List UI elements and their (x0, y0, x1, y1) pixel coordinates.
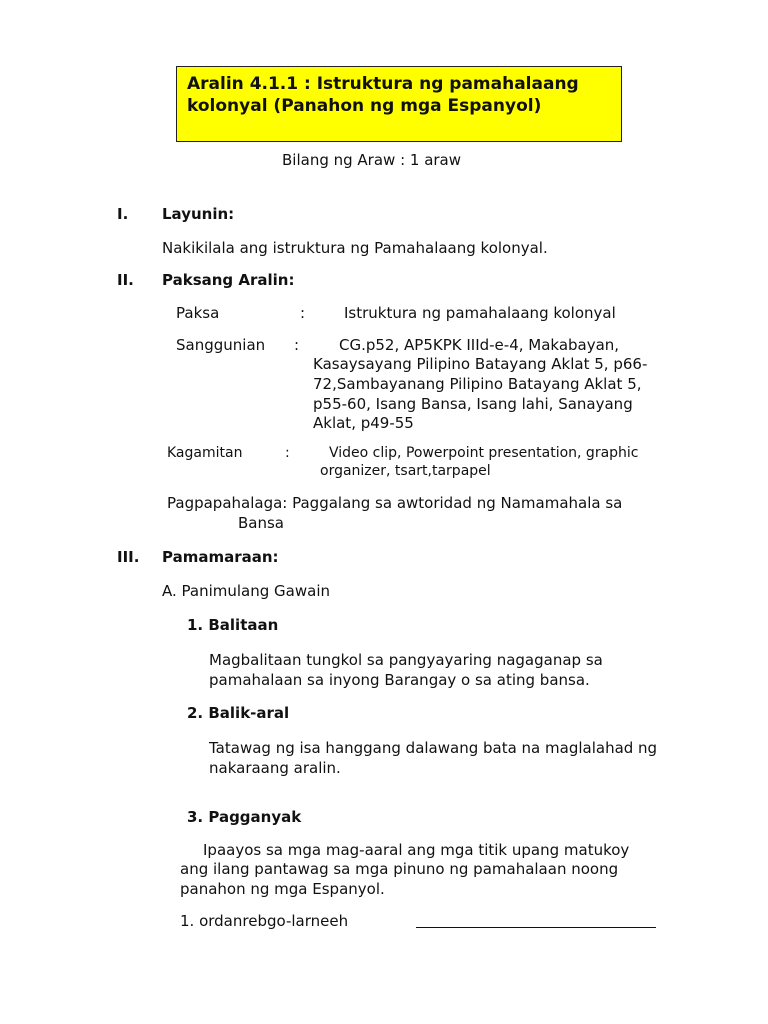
lesson-title-line-1: Aralin 4.1.1 : Istruktura ng pamahalaang (187, 74, 579, 94)
balitaan-text-line: Magbalitaan tungkol sa pangyayaring nagaganap sa (209, 651, 603, 669)
section-3-heading: Pamamaraan: (162, 548, 279, 566)
kagamitan-line: organizer, tsart,tarpapel (320, 463, 491, 479)
sanggunian-label: Sanggunian (176, 336, 266, 354)
answer-blank-line (416, 927, 656, 928)
pagganyak-text-line: ang ilang pantawag sa mga pinuno ng pamahalaan noong (180, 860, 619, 878)
lesson-title-line-2: kolonyal (Panahon ng mga Espanyol) (187, 96, 542, 116)
duration: Bilang ng Araw : 1 araw (282, 151, 462, 169)
balik-aral-text-line: nakaraang aralin. (209, 759, 341, 777)
section-3-numeral: III. (117, 548, 140, 566)
pagganyak-heading: 3. Pagganyak (187, 808, 302, 826)
sanggunian-line: 72,Sambayanang Pilipino Batayang Aklat 5, (313, 375, 642, 393)
pagpapahalaga-line-2: Bansa (238, 514, 284, 532)
section-1-numeral: I. (117, 205, 129, 223)
balitaan-heading: 1. Balitaan (187, 616, 279, 634)
panimulang-gawain-heading: A. Panimulang Gawain (162, 582, 330, 600)
lesson-title-box (176, 66, 622, 142)
section-2-heading: Paksang Aralin: (162, 271, 295, 289)
section-1-heading: Layunin: (162, 205, 235, 223)
balik-aral-heading: 2. Balik-aral (187, 704, 290, 722)
sanggunian-line: p55-60, Isang Bansa, Isang lahi, Sanayang (313, 395, 633, 413)
puzzle-item: 1. ordanrebgo-larneeh (180, 912, 349, 930)
kagamitan-colon: : (285, 445, 290, 461)
kagamitan-label: Kagamitan (167, 445, 243, 461)
pagganyak-text-line: panahon ng mga Espanyol. (180, 880, 385, 898)
sanggunian-line: Kasaysayang Pilipino Batayang Aklat 5, p66- (313, 355, 648, 373)
paksa-label: Paksa (176, 304, 220, 322)
balitaan-text-line: pamahalaan sa inyong Barangay o sa ating bansa. (209, 671, 590, 689)
balik-aral-text-line: Tatawag ng isa hanggang dalawang bata na maglalahad ng (209, 739, 658, 757)
section-2-numeral: II. (117, 271, 134, 289)
pagpapahalaga-line-1: Pagpapahalaga: Paggalang sa awtoridad ng Namamahala sa (167, 494, 623, 512)
sanggunian-line: Aklat, p49-55 (313, 414, 414, 432)
paksa-value: Istruktura ng pamahalaang kolonyal (344, 304, 616, 322)
objective-text: Nakikilala ang istruktura ng Pamahalaang kolonyal. (162, 239, 548, 257)
kagamitan-line: Video clip, Powerpoint presentation, graphic (329, 445, 639, 461)
sanggunian-line: CG.p52, AP5KPK IIId-e-4, Makabayan, (339, 336, 620, 354)
sanggunian-colon: : (294, 336, 300, 354)
pagganyak-text-line: Ipaayos sa mga mag-aaral ang mga titik upang matukoy (203, 841, 630, 859)
paksa-colon: : (300, 304, 306, 322)
